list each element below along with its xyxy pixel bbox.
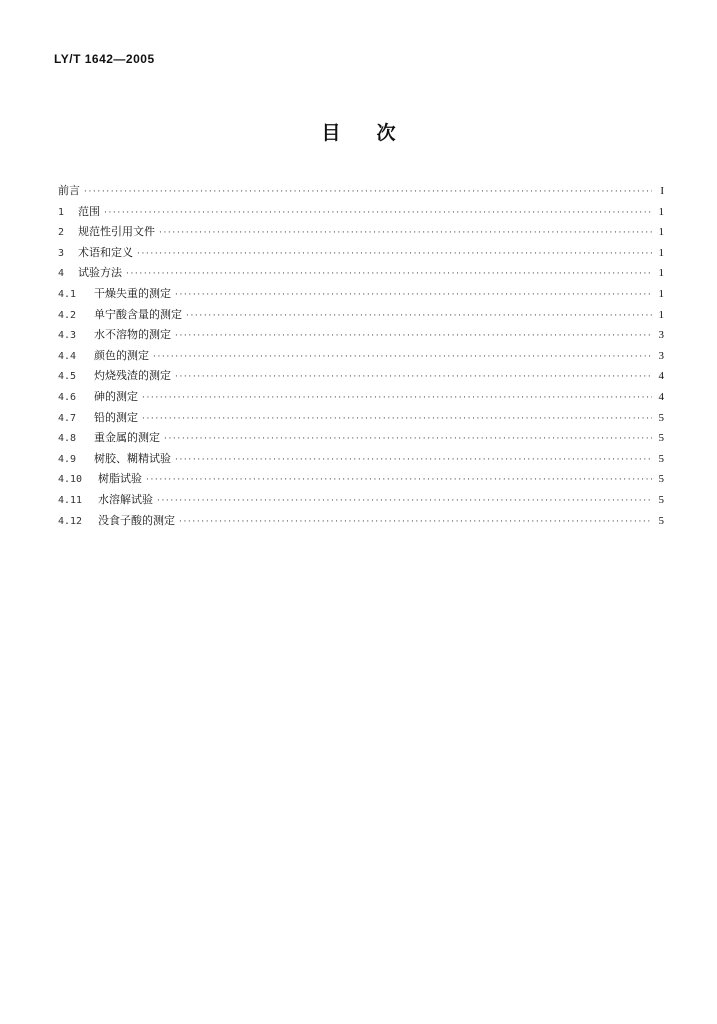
toc-entry-page: 5 xyxy=(658,432,664,445)
toc-entry-page: 5 xyxy=(658,411,664,424)
toc-entry-number: 4.2 xyxy=(58,309,77,321)
toc-dot-leader xyxy=(142,388,652,409)
toc-entry-title: 没食子酸的测定 xyxy=(98,513,175,527)
toc-entry-title: 树胶、糊精试验 xyxy=(94,451,171,465)
toc-entry-number: 4.9 xyxy=(58,453,77,465)
table-of-contents xyxy=(58,181,664,531)
toc-entry-page: 3 xyxy=(658,349,664,362)
toc-dot-leader xyxy=(175,326,652,347)
toc-entry[interactable] xyxy=(58,449,664,470)
toc-entry-title: 范围 xyxy=(78,204,100,218)
toc-entry-number: 3 xyxy=(58,247,65,259)
toc-entry-page: 5 xyxy=(658,514,664,527)
toc-entry-title: 干燥失重的测定 xyxy=(94,286,171,300)
toc-dot-leader xyxy=(104,203,652,224)
toc-entry-title: 术语和定义 xyxy=(78,245,133,259)
toc-entry[interactable] xyxy=(58,490,664,511)
toc-dot-leader xyxy=(175,450,652,471)
toc-entry-number: 2 xyxy=(58,227,65,239)
toc-entry-page: 5 xyxy=(658,452,664,465)
toc-entry-page: 1 xyxy=(658,226,664,239)
toc-entry-title: 树脂试验 xyxy=(98,472,142,486)
toc-dot-leader xyxy=(142,409,652,430)
toc-entry-number: 4.1 xyxy=(58,288,77,300)
toc-entry[interactable] xyxy=(58,263,664,284)
toc-dot-leader xyxy=(175,285,652,306)
toc-entry-page: 4 xyxy=(658,370,664,383)
toc-dot-leader xyxy=(153,347,652,368)
toc-entry[interactable] xyxy=(58,305,664,326)
toc-dot-leader xyxy=(146,470,652,491)
toc-entry-number: 4.5 xyxy=(58,371,77,383)
toc-entry-page: 1 xyxy=(658,205,664,218)
toc-entry-number: 4.3 xyxy=(58,330,77,342)
toc-entry-number: 4.8 xyxy=(58,433,77,445)
toc-entry-title: 颜色的测定 xyxy=(94,348,149,362)
toc-entry-number: 4 xyxy=(58,268,65,280)
toc-dot-leader xyxy=(137,244,652,265)
toc-dot-leader xyxy=(175,367,652,388)
toc-entry-number: 4.10 xyxy=(58,474,83,486)
toc-dot-leader xyxy=(186,306,652,327)
toc-entry-page: 5 xyxy=(658,493,664,506)
toc-dot-leader xyxy=(157,491,652,512)
page-title: 目次 xyxy=(321,122,432,144)
toc-entry-title: 铅的测定 xyxy=(94,410,138,424)
toc-entry[interactable] xyxy=(58,181,664,202)
toc-entry[interactable] xyxy=(58,346,664,367)
toc-entry-number: 4.4 xyxy=(58,350,77,362)
toc-entry-title: 重金属的测定 xyxy=(94,431,160,445)
toc-entry[interactable] xyxy=(58,469,664,490)
toc-entry[interactable] xyxy=(58,243,664,264)
toc-entry-title: 规范性引用文件 xyxy=(78,225,155,239)
toc-entry[interactable] xyxy=(58,325,664,346)
toc-entry-page: I xyxy=(660,185,664,197)
toc-entry[interactable] xyxy=(58,366,664,387)
toc-entry-number: 4.6 xyxy=(58,391,77,403)
document-code: LY/T 1642—2005 xyxy=(54,52,155,66)
toc-dot-leader xyxy=(179,512,652,533)
toc-entry-page: 1 xyxy=(658,287,664,300)
toc-entry-title: 灼烧残渣的测定 xyxy=(94,369,171,383)
toc-entry-title: 水溶解试验 xyxy=(98,492,153,506)
toc-entry[interactable] xyxy=(58,387,664,408)
toc-entry-title: 砷的测定 xyxy=(94,389,138,403)
toc-entry-page: 1 xyxy=(658,308,664,321)
toc-entry[interactable] xyxy=(58,408,664,429)
toc-entry-page: 5 xyxy=(658,473,664,486)
toc-dot-leader xyxy=(84,182,652,203)
toc-entry-number: 4.7 xyxy=(58,412,77,424)
toc-entry-title: 试验方法 xyxy=(78,266,122,280)
toc-entry-number: 1 xyxy=(58,206,65,218)
toc-dot-leader xyxy=(164,429,652,450)
toc-entry-page: 3 xyxy=(658,329,664,342)
toc-entry[interactable] xyxy=(58,284,664,305)
toc-entry-title: 单宁酸含量的测定 xyxy=(94,307,182,321)
toc-entry-page: 4 xyxy=(658,390,664,403)
toc-entry-number: 4.12 xyxy=(58,515,83,527)
toc-entry-number: 4.11 xyxy=(58,494,83,506)
toc-entry[interactable] xyxy=(58,428,664,449)
toc-entry-page: 1 xyxy=(658,267,664,280)
toc-entry-title: 前言 xyxy=(58,184,80,197)
toc-entry[interactable] xyxy=(58,511,664,532)
toc-dot-leader xyxy=(159,223,652,244)
toc-entry-title: 水不溶物的测定 xyxy=(94,328,171,342)
toc-entry[interactable] xyxy=(58,222,664,243)
toc-entry[interactable] xyxy=(58,202,664,223)
toc-entry-page: 1 xyxy=(658,246,664,259)
toc-dot-leader xyxy=(126,264,652,285)
